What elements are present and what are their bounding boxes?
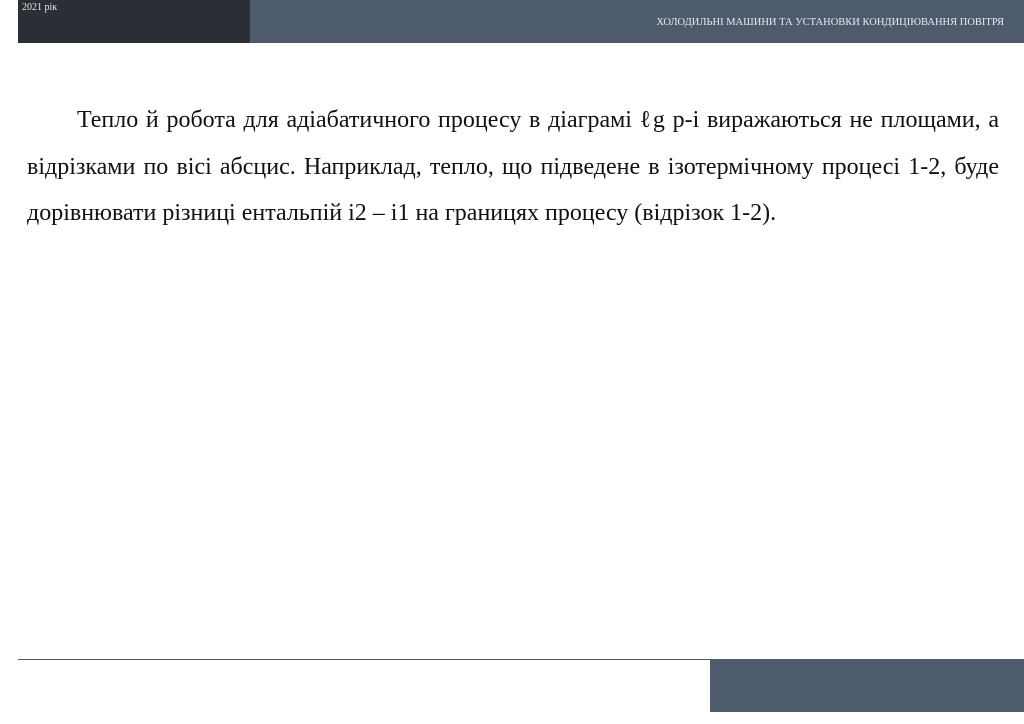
body-paragraph: Тепло й робота для адіабатичного процесу в діаграмі ℓg p-i виражаються не площами, а відрізками по вісі абсцис. Наприклад, тепло, що підведене в ізотермічному процесі 1-2, буде дорівнювати різниці ентальпій і2 – і1 на границях процесу (відрізок 1-2). [27,107,999,226]
header-year: 2021 рік [22,2,58,13]
header-right-band [250,0,1024,43]
header-left-band [18,0,250,43]
footer-block [710,660,1024,712]
header-title: ХОЛОДИЛЬНІ МАШИНИ ТА УСТАНОВКИ КОНДИЦІЮВАННЯ ПОВІТРЯ [656,17,1004,28]
